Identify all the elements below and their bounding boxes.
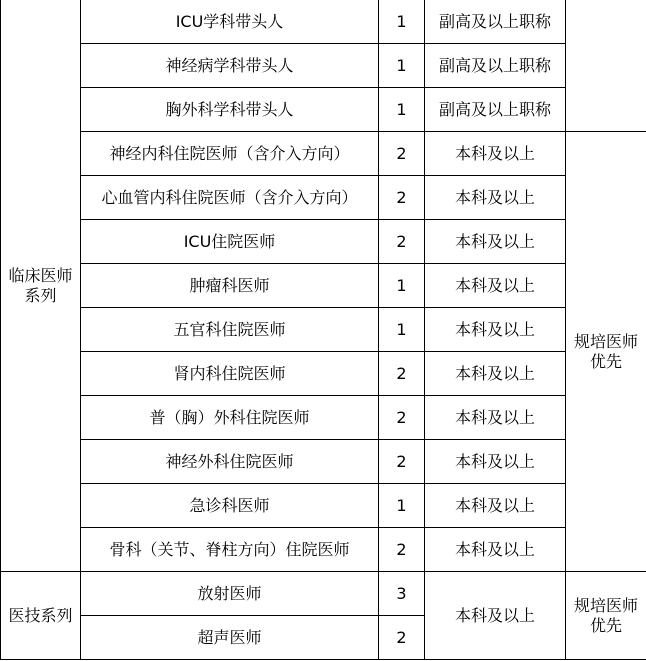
table-row <box>1 220 646 264</box>
position-cell: 五官科住院医师 <box>81 308 379 352</box>
count-cell: 1 <box>379 0 425 44</box>
count-cell: 2 <box>379 396 425 440</box>
requirement-cell: 本科及以上 <box>425 176 566 220</box>
position-cell: 肿瘤科医师 <box>81 264 379 308</box>
position-cell: 神经病学科带头人 <box>81 44 379 88</box>
requirement-cell: 本科及以上 <box>425 572 566 660</box>
requirement-cell: 本科及以上 <box>425 528 566 572</box>
count-cell: 2 <box>379 220 425 264</box>
category-line: 临床医师 <box>8 265 73 285</box>
count-cell: 2 <box>379 440 425 484</box>
table-row <box>1 88 646 132</box>
requirement-cell: 本科及以上 <box>425 264 566 308</box>
table-row <box>1 44 646 88</box>
position-cell: 神经外科住院医师 <box>81 440 379 484</box>
table-row <box>1 484 646 528</box>
position-cell: ICU学科带头人 <box>81 0 379 44</box>
category-line: 系列 <box>24 285 57 305</box>
note-cell-empty <box>566 0 646 132</box>
requirement-cell: 本科及以上 <box>425 440 566 484</box>
position-cell: 放射医师 <box>81 572 379 616</box>
requirement-cell: 副高及以上职称 <box>425 44 566 88</box>
table-row <box>1 440 646 484</box>
table-row <box>1 264 646 308</box>
category-cell <box>1 0 81 572</box>
table-row <box>1 308 646 352</box>
table-row <box>1 572 646 616</box>
count-cell: 1 <box>379 308 425 352</box>
table-row <box>1 396 646 440</box>
position-cell: 骨科（关节、脊柱方向）住院医师 <box>81 528 379 572</box>
count-cell: 1 <box>379 44 425 88</box>
table-row <box>1 0 646 44</box>
count-cell: 1 <box>379 264 425 308</box>
count-cell: 1 <box>379 484 425 528</box>
table-row <box>1 176 646 220</box>
note-cell <box>566 132 646 572</box>
position-cell: 胸外科学科带头人 <box>81 88 379 132</box>
position-cell: ICU住院医师 <box>81 220 379 264</box>
count-cell: 2 <box>379 528 425 572</box>
requirement-cell: 本科及以上 <box>425 396 566 440</box>
position-cell: 急诊科医师 <box>81 484 379 528</box>
table-row <box>1 132 646 176</box>
count-cell: 2 <box>379 176 425 220</box>
count-cell: 3 <box>379 572 425 616</box>
requirement-cell: 本科及以上 <box>425 132 566 176</box>
requirement-cell: 本科及以上 <box>425 352 566 396</box>
count-cell: 1 <box>379 88 425 132</box>
note-line: 规培医师 <box>573 595 638 615</box>
position-cell: 肾内科住院医师 <box>81 352 379 396</box>
position-cell: 心血管内科住院医师（含介入方向） <box>81 176 379 220</box>
note-line: 优先 <box>589 351 622 371</box>
position-cell: 超声医师 <box>81 616 379 660</box>
category-cell: 医技系列 <box>1 572 81 660</box>
count-cell: 2 <box>379 132 425 176</box>
requirement-cell: 副高及以上职称 <box>425 88 566 132</box>
note-line: 优先 <box>589 615 622 635</box>
requirement-cell: 本科及以上 <box>425 308 566 352</box>
note-cell <box>566 572 646 660</box>
count-cell: 2 <box>379 616 425 660</box>
table-row <box>1 352 646 396</box>
position-cell: 普（胸）外科住院医师 <box>81 396 379 440</box>
note-line: 规培医师 <box>573 331 638 351</box>
requirement-cell: 本科及以上 <box>425 484 566 528</box>
position-cell: 神经内科住院医师（含介入方向） <box>81 132 379 176</box>
requirement-cell: 本科及以上 <box>425 220 566 264</box>
table-row <box>1 528 646 572</box>
count-cell: 2 <box>379 352 425 396</box>
requirement-cell: 副高及以上职称 <box>425 0 566 44</box>
